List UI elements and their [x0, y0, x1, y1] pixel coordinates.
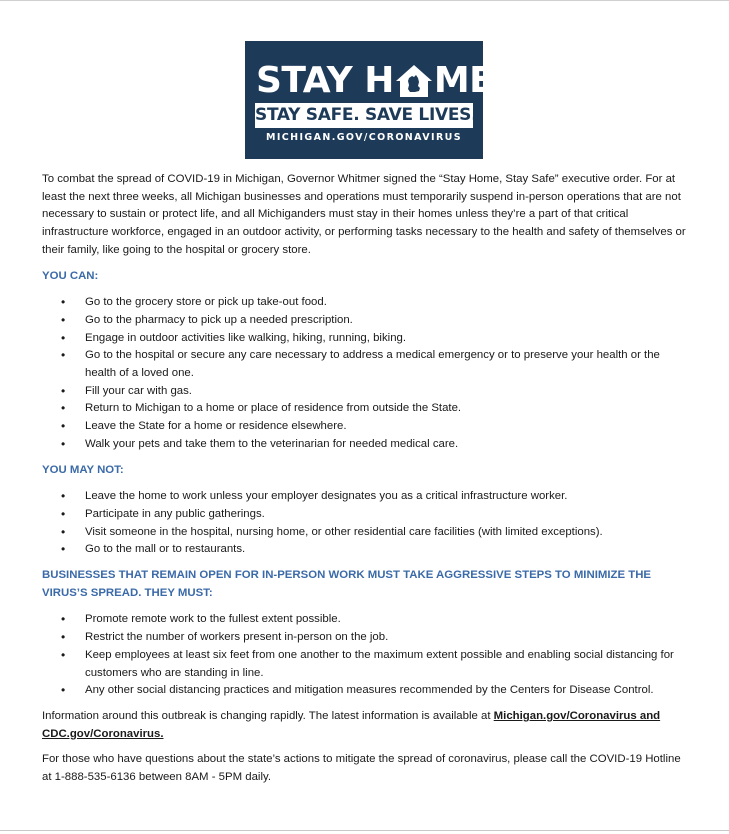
coronavirus-info-link[interactable]: Michigan.gov/Coronavirus and CDC.gov/Coronavirus.	[42, 709, 661, 740]
bullet-icon: •	[61, 436, 66, 451]
bullet-icon: •	[61, 312, 66, 327]
list-item: • Leave the home to work unless your employer designates you as a critical infrastructure worker.	[42, 488, 692, 506]
logo-title	[256, 59, 507, 103]
logo-tagline: STAY SAFE. SAVE LIVES.	[255, 103, 473, 128]
bottom-divider	[0, 830, 729, 831]
stay-home-logo	[245, 41, 507, 159]
list-item: • Participate in any public gatherings.	[42, 506, 692, 524]
list-item: • Go to the pharmacy to pick up a needed prescription.	[42, 312, 692, 330]
list-item: • Walk your pets and take them to the veterinarian for needed medical care.	[42, 436, 692, 454]
list-item: • Fill your car with gas.	[42, 383, 692, 401]
list-item: • Promote remote work to the fullest extent possible.	[42, 611, 692, 629]
bullet-icon: •	[61, 542, 66, 557]
list-item: • Any other social distancing practices and mitigation measures recommended by the Centers for Disease Control.	[42, 682, 692, 700]
list-item: • Go to the hospital or secure any care necessary to address a medical emergency or to preserve your health or the health of a loved one.	[61, 348, 660, 380]
bullet-icon: •	[61, 295, 66, 310]
document-body	[42, 171, 692, 795]
bullet-icon: •	[61, 612, 66, 627]
bullet-icon: •	[61, 330, 66, 345]
list-item: • Visit someone in the hospital, nursing home, or other residential care facilities (with limited exceptions).	[42, 524, 692, 542]
bullet-icon: •	[61, 506, 66, 521]
list-item: • Engage in outdoor activities like walking, hiking, running, biking.	[42, 330, 692, 348]
logo-title-left: STAY H	[256, 60, 394, 101]
bullet-icon: •	[61, 524, 66, 539]
section-businesses	[42, 567, 692, 700]
bullet-icon: •	[61, 630, 66, 645]
list-item: • Return to Michigan to a home or place of residence from outside the State.	[42, 400, 692, 418]
michigan-house-icon	[395, 64, 433, 98]
bullet-icon: •	[61, 348, 66, 363]
hotline-paragraph: For those who have questions about the state’s actions to mitigate the spread of coronavirus, please call the COVID-19 Hotline at 1-888-535-6136 between 8AM - 5PM daily.	[42, 753, 681, 784]
section-heading: YOU CAN:	[42, 269, 99, 282]
bullet-icon: •	[61, 383, 66, 398]
bullet-list	[42, 294, 692, 453]
list-item: • Restrict the number of workers present in-person on the job.	[42, 629, 692, 647]
section-heading: YOU MAY NOT:	[42, 463, 124, 476]
section-you-can	[42, 268, 692, 454]
list-item: • Go to the mall or to restaurants.	[42, 541, 692, 559]
section-you-may-not	[42, 462, 692, 560]
logo-title-right: ME.	[433, 60, 507, 101]
bullet-icon: •	[61, 647, 66, 662]
bullet-icon: •	[61, 401, 66, 416]
top-divider	[0, 0, 729, 1]
bullet-list	[42, 611, 692, 700]
list-item: • Go to the grocery store or pick up take-out food.	[42, 294, 692, 312]
section-heading: BUSINESSES THAT REMAIN OPEN FOR IN-PERSON WORK MUST TAKE AGGRESSIVE STEPS TO MINIMIZE THE VIRUS’S SPREAD. THEY MUST:	[42, 569, 652, 599]
list-item: • Keep employees at least six feet from one another to the maximum extent possible and enabling social distancing for customers who are standing in line.	[61, 647, 674, 679]
list-item: • Leave the State for a home or residence elsewhere.	[42, 418, 692, 436]
info-paragraph: Information around this outbreak is changing rapidly. The latest information is available at Michigan.gov/Coronavirus and CDC.gov/Coronavirus.	[42, 709, 661, 740]
bullet-icon: •	[61, 419, 66, 434]
logo-url: MICHIGAN.GOV/CORONAVIRUS	[265, 132, 463, 143]
bullet-list	[42, 488, 692, 559]
bullet-icon: •	[61, 489, 66, 504]
intro-paragraph: To combat the spread of COVID-19 in Michigan, Governor Whitmer signed the “Stay Home, Stay Safe” executive order. For at least the next three weeks, all Michigan businesses and operations must temporarily suspend in-person operations that are not necessary to sustain or protect life, and all Michiganders must stay in their homes unless they’re a part of that critical infrastructure workforce, engaged in an outdoor activity, or performing tasks necessary to the health and safety of themselves or their family, like going to the hospital or grocery store.	[42, 173, 686, 256]
bullet-icon: •	[61, 683, 66, 698]
